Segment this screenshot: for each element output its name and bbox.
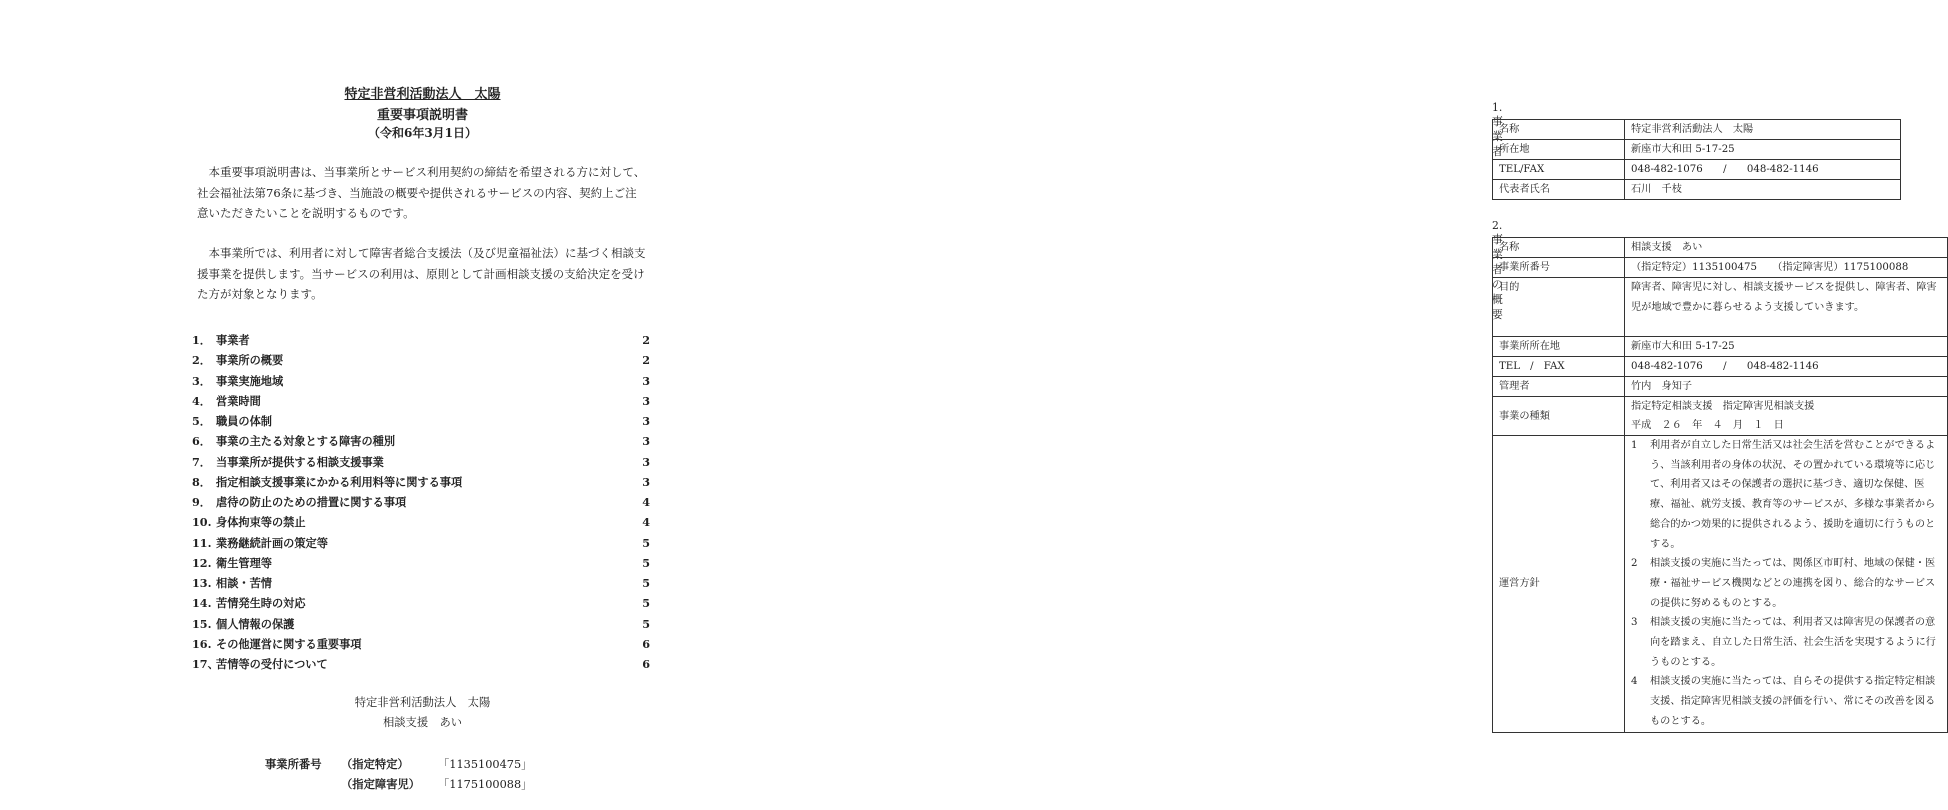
overview-value-name: 相談支援 あい bbox=[1625, 238, 1948, 258]
toc-entry bbox=[192, 411, 272, 431]
toc-page-number: 6 bbox=[642, 657, 650, 671]
intro-paragraph: 本重要事項説明書は、当事業所とサービス利用契約の締結を希望される方に対して、社会福祉法第76条に基づき、当施設の概要や提供されるサービスの内容、契約上ご注意いただきたいことを説明するものです。 bbox=[197, 165, 646, 220]
document-date: （令和6年3月1日） bbox=[367, 126, 478, 140]
toc-entry bbox=[192, 431, 395, 451]
right-page bbox=[720, 0, 1937, 810]
toc-label: 身体拘束等の禁止 bbox=[216, 515, 306, 530]
toc-number: 12. bbox=[192, 555, 212, 570]
toc-item bbox=[192, 634, 650, 654]
table-row bbox=[1493, 180, 1901, 200]
toc-item bbox=[192, 573, 650, 593]
policy-text: 相談支援の実施に当たっては、自らその提供する指定特定相談支援、指定障害児相談支援の評価を行い、常にその改善を図るものとする。 bbox=[1650, 676, 1936, 727]
toc-item bbox=[192, 411, 650, 431]
toc-entry bbox=[192, 452, 384, 472]
operator-key: TEL/FAX bbox=[1493, 160, 1625, 180]
toc-item bbox=[192, 431, 650, 451]
operator-value: 石川 千枝 bbox=[1625, 180, 1901, 200]
toc-page-number: 5 bbox=[642, 535, 650, 550]
toc-number: 13. bbox=[192, 576, 212, 590]
toc-entry bbox=[192, 573, 272, 593]
table-row bbox=[1493, 337, 1948, 357]
toc-number: 10. bbox=[192, 515, 212, 530]
toc-item bbox=[192, 512, 650, 532]
toc-item bbox=[192, 654, 650, 674]
toc-page-number: 3 bbox=[642, 414, 650, 428]
table-row bbox=[1493, 160, 1901, 180]
toc-number: 4． bbox=[192, 393, 211, 408]
overview-value-office-number: （指定特定）1135100475 （指定障害児）1175100088 bbox=[1625, 258, 1948, 278]
table-row bbox=[1493, 278, 1948, 337]
toc-label: 事業実施地域 bbox=[216, 373, 284, 388]
table-row bbox=[1493, 377, 1948, 397]
office-number-value-2: 「1175100088」 bbox=[438, 778, 533, 791]
operator-table bbox=[1492, 119, 1901, 200]
office-number-label: 事業所番号 bbox=[265, 757, 322, 771]
toc-label: 事業所の概要 bbox=[216, 353, 284, 368]
table-row bbox=[1493, 238, 1948, 258]
left-page bbox=[0, 0, 720, 810]
toc-page-number: 6 bbox=[642, 636, 650, 651]
toc-entry bbox=[192, 553, 272, 573]
operator-value: 048-482-1076 / 048-482-1146 bbox=[1625, 160, 1901, 180]
toc-entry bbox=[192, 350, 283, 370]
office-number-type-2: （指定障害児） bbox=[341, 777, 421, 791]
overview-key-address: 事業所所在地 bbox=[1493, 337, 1625, 357]
footer-office: 相談支援 あい bbox=[382, 716, 463, 729]
toc-item bbox=[192, 472, 650, 492]
table-of-contents bbox=[192, 330, 650, 674]
toc-number: 16. bbox=[192, 636, 212, 651]
overview-value-policy bbox=[1625, 436, 1948, 733]
table-row bbox=[1493, 397, 1948, 436]
overview-value-business-type bbox=[1625, 397, 1948, 436]
toc-number: 3． bbox=[192, 373, 211, 388]
policy-item bbox=[1631, 436, 1941, 554]
toc-number: 17、 bbox=[192, 657, 219, 671]
toc-number: 9． bbox=[192, 495, 211, 509]
toc-item bbox=[192, 371, 650, 391]
toc-entry bbox=[192, 330, 250, 350]
table-row bbox=[1493, 140, 1901, 160]
overview-value-address: 新座市大和田 5-17-25 bbox=[1625, 337, 1948, 357]
toc-entry bbox=[192, 371, 283, 391]
toc-label: 苦情発生時の対応 bbox=[216, 596, 306, 611]
section-1-title: 1. 事業者 bbox=[1492, 101, 1503, 158]
toc-item bbox=[192, 391, 650, 411]
toc-item bbox=[192, 614, 650, 634]
business-type-line: 指定特定相談支援 指定障害児相談支援 bbox=[1631, 401, 1815, 412]
toc-item bbox=[192, 533, 650, 553]
operator-value: 特定非営利活動法人 太陽 bbox=[1625, 120, 1901, 140]
toc-entry bbox=[192, 654, 328, 674]
toc-entry bbox=[192, 512, 306, 532]
toc-label: 衛生管理等 bbox=[216, 555, 272, 570]
table-row bbox=[1493, 258, 1948, 278]
document-title: 重要事項説明書 bbox=[376, 108, 468, 123]
toc-item bbox=[192, 492, 650, 512]
toc-entry bbox=[192, 614, 294, 634]
toc-item bbox=[192, 553, 650, 573]
toc-item bbox=[192, 593, 650, 613]
overview-value-tel: 048-482-1076 / 048-482-1146 bbox=[1625, 357, 1948, 377]
policy-text: 利用者が自立した日常生活又は社会生活を営むことができるよう、当該利用者の身体の状況、その置かれている環境等に応じて、利用者又はその保護者の選択に基づき、適切な保健、医療、福祉、就労支援、教育等のサービスが、多様な事業者から総合的かつ効果的に提供されるよう、援助を適切に行うものとする。 bbox=[1650, 440, 1936, 550]
overview-value-manager: 竹内 身知子 bbox=[1625, 377, 1948, 397]
toc-page-number: 5 bbox=[642, 616, 650, 631]
toc-entry bbox=[192, 472, 462, 492]
operator-value: 新座市大和田 5-17-25 bbox=[1625, 140, 1901, 160]
toc-number: 7． bbox=[192, 454, 211, 469]
toc-number: 6． bbox=[192, 434, 211, 449]
service-paragraph: 本事業所では、利用者に対して障害者総合支援法（及び児童福祉法）に基づく相談支援事業を提供します。当サービスの利用は、原則として計画相談支援の支給決定を受けた方が対象となります。 bbox=[197, 246, 646, 301]
toc-item bbox=[192, 350, 650, 370]
toc-label: 苦情等の受付について bbox=[216, 657, 328, 671]
overview-key-purpose: 目的 bbox=[1493, 278, 1625, 337]
policy-text: 相談支援の実施に当たっては、関係区市町村、地域の保健・医療・福祉サービス機関などとの連携を図り、総合的なサービスの提供に努めるものとする。 bbox=[1650, 558, 1936, 609]
toc-page-number: 3 bbox=[642, 474, 650, 489]
footer-org: 特定非営利活動法人 太陽 bbox=[354, 696, 491, 709]
toc-number: 1． bbox=[192, 333, 211, 347]
toc-page-number: 3 bbox=[642, 434, 650, 449]
office-number-type-1: （指定特定） bbox=[341, 757, 409, 771]
toc-label: その他運営に関する重要事項 bbox=[216, 636, 362, 651]
toc-page-number: 5 bbox=[642, 576, 650, 590]
toc-number: 8． bbox=[192, 474, 211, 489]
toc-label: 相談・苦情 bbox=[216, 576, 272, 590]
toc-entry bbox=[192, 593, 306, 613]
operator-key: 名称 bbox=[1493, 120, 1625, 140]
table-row bbox=[1493, 120, 1901, 140]
document-org-title: 特定非営利活動法人 太陽 bbox=[344, 87, 501, 102]
overview-key-office-number: 事業所番号 bbox=[1493, 258, 1625, 278]
toc-number: 15. bbox=[192, 616, 212, 631]
overview-key-tel: TEL / FAX bbox=[1493, 357, 1625, 377]
toc-page-number: 4 bbox=[642, 515, 650, 530]
policy-item bbox=[1631, 554, 1941, 613]
toc-entry bbox=[192, 391, 261, 411]
toc-label: 営業時間 bbox=[216, 393, 261, 408]
policy-text: 相談支援の実施に当たっては、利用者又は障害児の保護者の意向を踏まえ、自立した日常生活、社会生活を実現するように行うものとする。 bbox=[1650, 617, 1936, 668]
policy-number: 2 bbox=[1631, 558, 1638, 570]
toc-page-number: 3 bbox=[642, 373, 650, 388]
toc-page-number: 5 bbox=[642, 596, 650, 611]
overview-value-purpose: 障害者、障害児に対し、相談支援サービスを提供し、障害者、障害児が地域で豊かに暮らせるよう支援していきます。 bbox=[1625, 278, 1948, 337]
policy-item bbox=[1631, 672, 1941, 731]
toc-label: 事業者 bbox=[216, 333, 250, 347]
toc-label: 個人情報の保護 bbox=[216, 616, 295, 631]
table-row bbox=[1493, 357, 1948, 377]
toc-page-number: 3 bbox=[642, 454, 650, 469]
toc-item bbox=[192, 330, 650, 350]
toc-page-number: 3 bbox=[642, 393, 650, 408]
toc-label: 事業の主たる対象とする障害の種別 bbox=[216, 434, 396, 449]
toc-number: 11. bbox=[192, 535, 212, 550]
toc-number: 2． bbox=[192, 353, 211, 368]
toc-item bbox=[192, 452, 650, 472]
operator-key: 代表者氏名 bbox=[1493, 180, 1625, 200]
toc-label: 当事業所が提供する相談支援事業 bbox=[216, 454, 384, 469]
operator-key: 所在地 bbox=[1493, 140, 1625, 160]
toc-page-number: 5 bbox=[642, 555, 650, 570]
overview-table bbox=[1492, 237, 1948, 733]
policy-number: 4 bbox=[1631, 676, 1638, 688]
toc-page-number: 2 bbox=[642, 333, 650, 347]
section-2-title: 2. 事業者の概要 bbox=[1492, 219, 1503, 321]
policy-number: 1 bbox=[1631, 440, 1638, 451]
overview-key-policy: 運営方針 bbox=[1493, 436, 1625, 733]
policy-number: 3 bbox=[1631, 617, 1638, 629]
policy-list bbox=[1631, 436, 1941, 732]
business-start-date: 平成 ２６ 年 ４ 月 １ 日 bbox=[1631, 420, 1784, 431]
toc-label: 職員の体制 bbox=[216, 414, 272, 428]
office-number-value-1: 「1135100475」 bbox=[438, 758, 533, 771]
toc-number: 5． bbox=[192, 414, 211, 428]
toc-page-number: 4 bbox=[642, 495, 650, 509]
overview-key-business-type: 事業の種類 bbox=[1493, 397, 1625, 436]
toc-page-number: 2 bbox=[642, 353, 650, 368]
toc-label: 業務継続計画の策定等 bbox=[216, 535, 328, 550]
toc-entry bbox=[192, 492, 406, 512]
table-row bbox=[1493, 436, 1948, 733]
overview-key-manager: 管理者 bbox=[1493, 377, 1625, 397]
toc-label: 虐待の防止のための措置に関する事項 bbox=[216, 495, 407, 509]
toc-entry bbox=[192, 634, 361, 654]
policy-item bbox=[1631, 613, 1941, 672]
toc-label: 指定相談支援事業にかかる利用料等に関する事項 bbox=[216, 474, 463, 489]
toc-number: 14. bbox=[192, 596, 212, 611]
overview-key-name: 名称 bbox=[1493, 238, 1625, 258]
toc-entry bbox=[192, 533, 328, 553]
